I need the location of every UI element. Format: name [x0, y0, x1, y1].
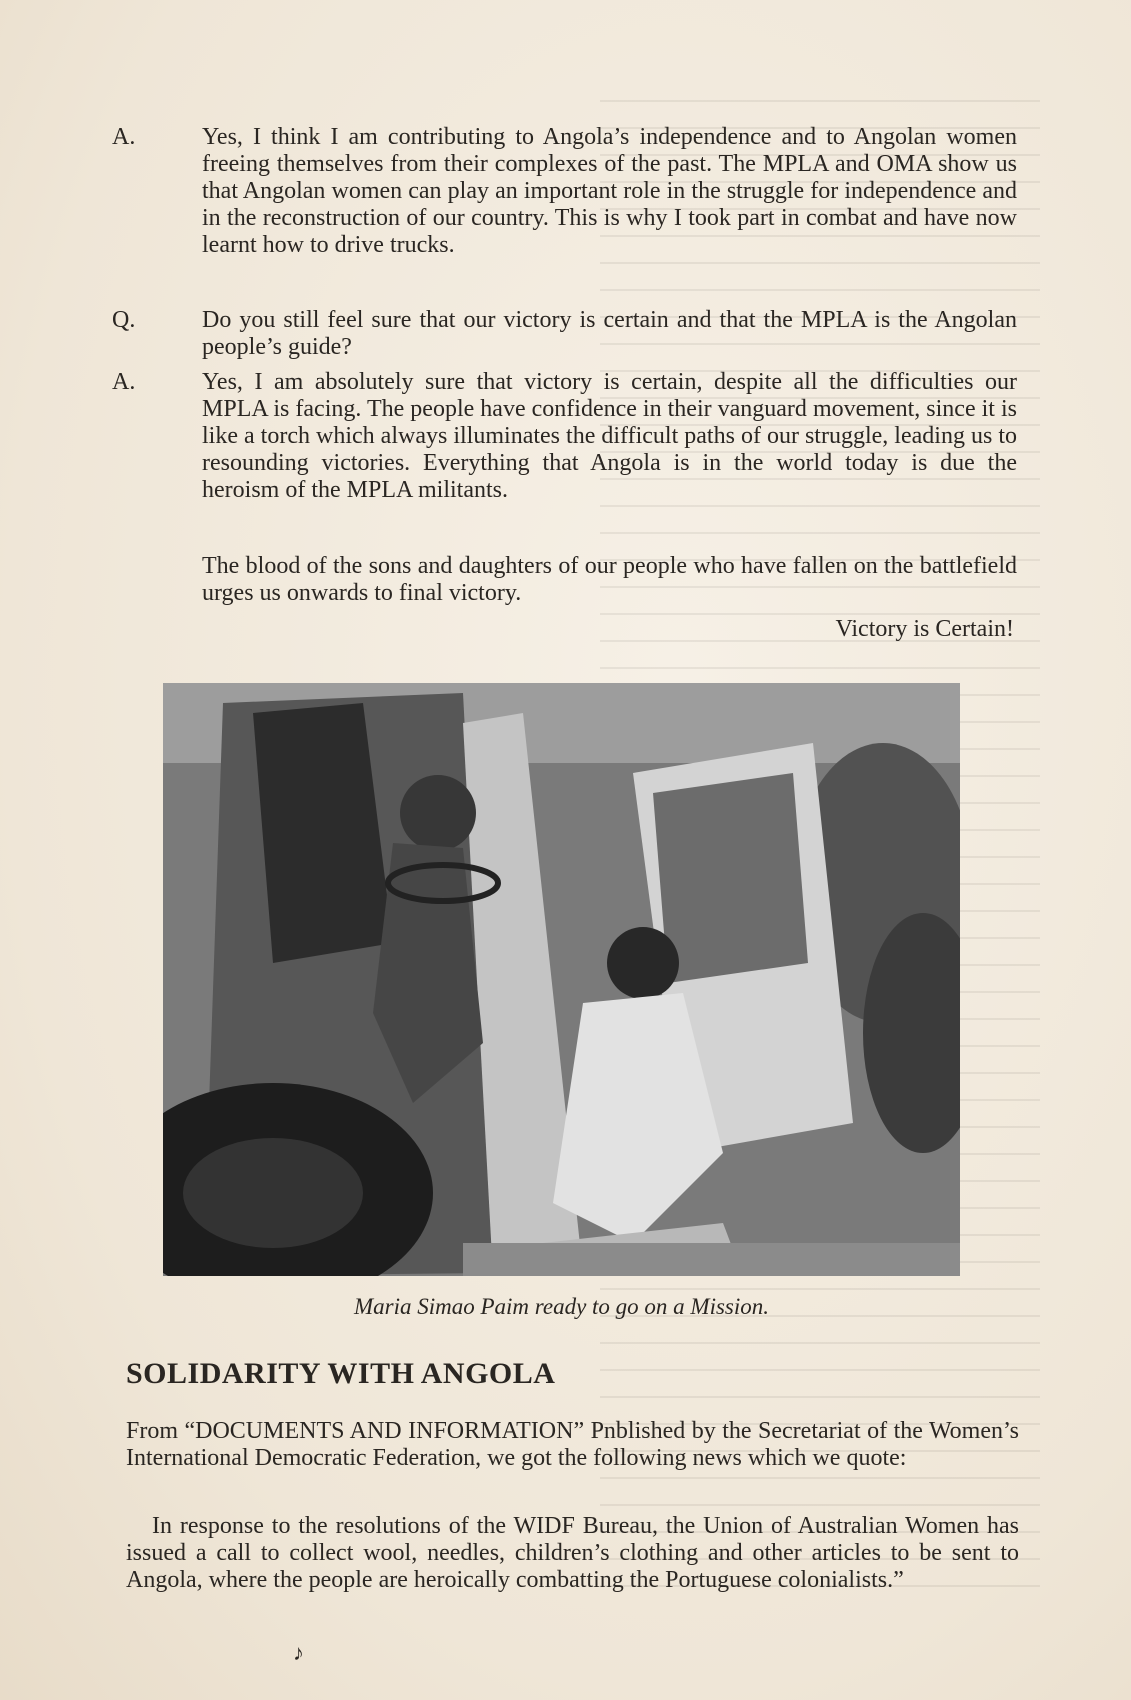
- continuation-paragraph: The blood of the sons and daughters of our people who have fallen on the battlefield urges us onwards to final victory.: [202, 553, 1017, 606]
- photo-illustration: [163, 683, 960, 1276]
- quote-paragraph: In response to the resolutions of the WIDF Bureau, the Union of Australian Women has issued a call to collect wool, needles, children’s clothing and other articles to be sent to Angola, where the people are heroically combatting the Portuguese colonialists.”: [126, 1513, 1019, 1593]
- signoff: Victory is Certain!: [835, 616, 1014, 642]
- page-mark: ♪: [293, 1640, 304, 1665]
- intro-paragraph: From “DOCUMENTS AND INFORMATION” Pnblished by the Secretariat of the Women’s International Democratic Federation, we got the following news which we quote:: [126, 1418, 1019, 1471]
- answer-block-1: [112, 124, 1017, 259]
- question-block: [112, 307, 1017, 361]
- qa-label: A.: [112, 369, 136, 395]
- answer-block-2: [112, 369, 1017, 504]
- photo-caption: Maria Simao Paim ready to go on a Mission.: [353, 1294, 770, 1319]
- qa-label: A.: [112, 124, 136, 150]
- photo-woman-in-truck: [163, 683, 960, 1276]
- qa-text: Do you still feel sure that our victory is certain and that the MPLA is the Angolan people’s guide?: [202, 307, 1017, 360]
- qa-label: Q.: [112, 307, 136, 333]
- qa-text: Yes, I think I am contributing to Angola’s independence and to Angolan women freeing themselves from their complexes of the past. The MPLA and OMA show us that Angolan women can play an important role in the struggle for independence and in the reconstruction of our country. This is why I took part in combat and have now learnt how to drive trucks.: [202, 124, 1017, 258]
- qa-text: Yes, I am absolutely sure that victory is certain, despite all the difficulties our MPLA is facing. The people have confidence in their vanguard movement, since it is like a torch which always illuminates the difficult paths of our struggle, leading us to resounding victories. Everything that Angola is in the world today is due the heroism of the MPLA militants.: [202, 369, 1017, 503]
- section-heading: SOLIDARITY WITH ANGOLA: [126, 1357, 556, 1390]
